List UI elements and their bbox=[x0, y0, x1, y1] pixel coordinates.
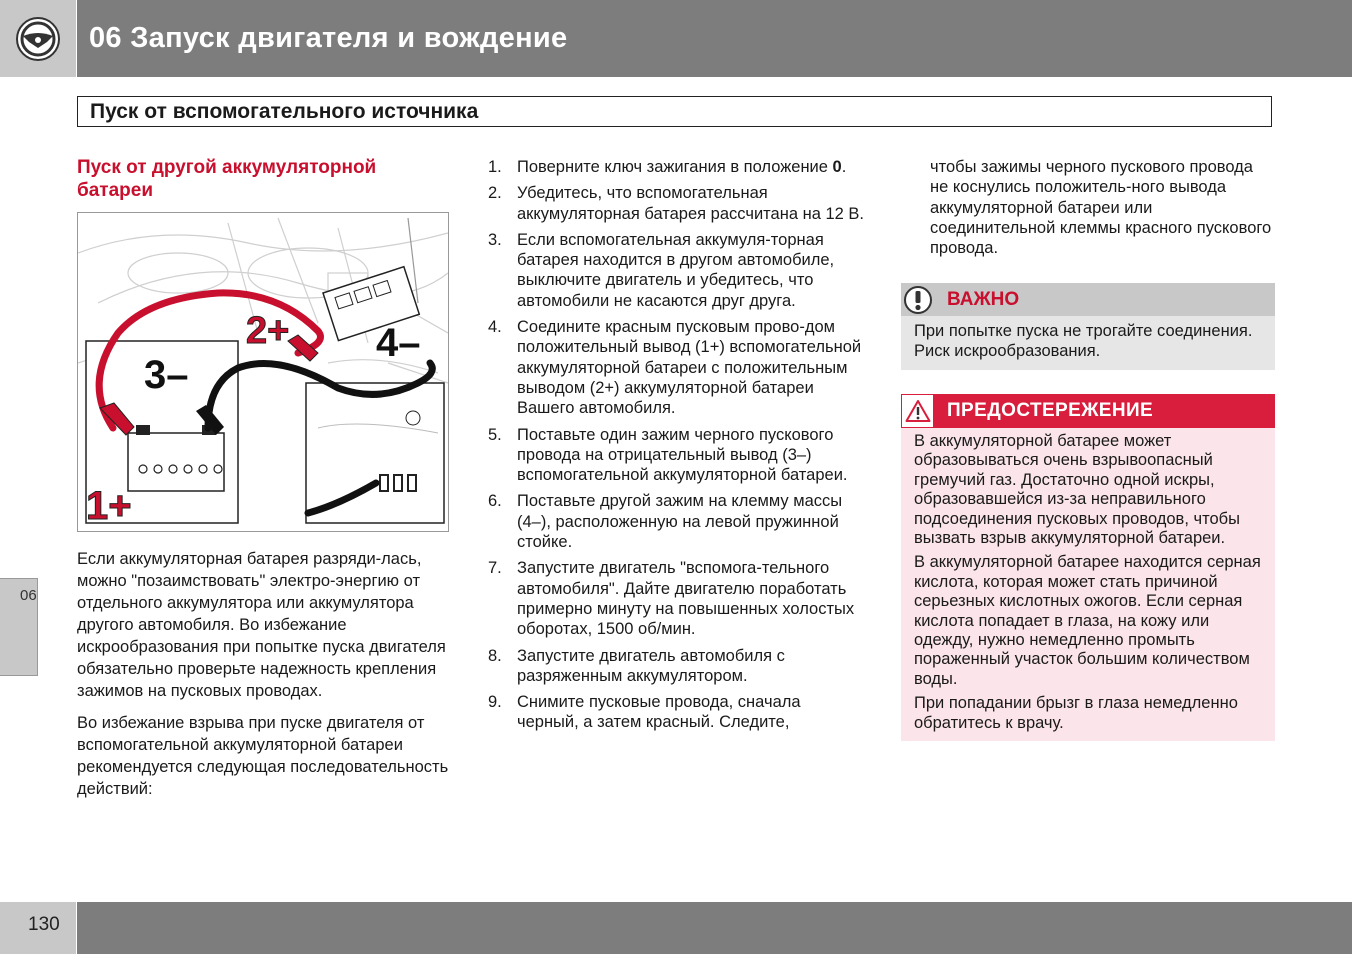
label-4minus: 4– bbox=[376, 321, 421, 365]
footer-page-box bbox=[0, 902, 76, 954]
important-title: ВАЖНО bbox=[947, 289, 1020, 310]
label-1plus: 1+ bbox=[86, 484, 132, 528]
warning-paragraph: В аккумуляторной батарее может образовываться очень взрывоопасный гремучий газ. Достаточно одной искры, образовавшейся из-за неправильного подсоединения пусковых проводов, чтобы вызвать взрыв аккумуляторной батареи. bbox=[914, 432, 1240, 548]
steps-list bbox=[488, 157, 866, 733]
warning-paragraph: При попадании брызг в глаза немедленно обратитесь к врачу. bbox=[914, 694, 1238, 732]
step-number: 9. bbox=[488, 693, 502, 712]
chapter-title: 06 Запуск двигателя и вождение bbox=[89, 22, 568, 54]
steering-wheel-icon bbox=[14, 15, 62, 63]
step-text: Поставьте другой зажим на клемму массы (4–), расположенную на левой пружинной стойке. bbox=[517, 492, 843, 552]
warning-notice bbox=[901, 394, 1275, 741]
left-column bbox=[77, 156, 449, 800]
step-number: 3. bbox=[488, 230, 502, 249]
warning-header bbox=[901, 394, 1275, 428]
step-text: Поверните ключ зажигания в положение 0. bbox=[517, 158, 847, 176]
step-number: 6. bbox=[488, 492, 502, 511]
step-number: 7. bbox=[488, 559, 502, 578]
step-number: 2. bbox=[488, 184, 502, 203]
step-text: Убедитесь, что вспомогательная аккумуляторная батарея рассчитана на 12 В. bbox=[517, 184, 864, 223]
sequence-paragraph: Во избежание взрыва при пуске двигателя от вспомогательной аккумуляторной батареи рекомендуется следующая последовательность действий: bbox=[77, 714, 449, 798]
list-item bbox=[488, 317, 866, 418]
key-position-bold: 0 bbox=[832, 158, 842, 176]
subsection-heading: Пуск от другой аккумуляторной батареи bbox=[77, 157, 377, 201]
exclamation-icon bbox=[903, 285, 933, 315]
section-title-box bbox=[77, 96, 1272, 127]
step-text: Если вспомогательная аккумуля-торная батарея находится в другом автомобиле, выключите двигатель и убедитесь, что автомобили не касаются друг друга. bbox=[517, 230, 835, 310]
list-item bbox=[488, 425, 866, 486]
step-text: Снимите пусковые провода, сначала черный, а затем красный. Следите, bbox=[517, 693, 801, 732]
step-continuation: чтобы зажимы черного пускового провода не коснулись положитель-ного вывода аккумуляторной батареи или соединительной клеммы красного пускового провода. bbox=[930, 158, 1272, 258]
step-text: Поставьте один зажим черного пускового провода на отрицательный вывод (3–) вспомогательной аккумуляторной батареи. bbox=[517, 425, 848, 485]
list-item bbox=[488, 491, 866, 552]
step-number: 1. bbox=[488, 158, 502, 176]
warning-body bbox=[901, 428, 1275, 741]
list-item bbox=[488, 646, 866, 687]
page-number: 130 bbox=[28, 914, 60, 935]
step-number: 8. bbox=[488, 646, 502, 665]
step-text: Запустите двигатель "вспомога-тельного автомобиля". Дайте двигателю поработать примерно минуту на повышенных холостых оборотах, 1500 об/мин. bbox=[517, 559, 855, 639]
footer-bar bbox=[77, 902, 1352, 954]
step-text: Запустите двигатель автомобиля с разряженным аккумулятором. bbox=[517, 646, 785, 685]
warning-triangle-icon bbox=[905, 399, 931, 423]
warning-title: ПРЕДОСТЕРЕЖЕНИЕ bbox=[947, 400, 1154, 421]
intro-paragraph: Если аккумуляторная батарея разряди-лась, можно "позаимствовать" электро-энергию от отдельного аккумулятора или аккумулятора другого автомобиля. Во избежание искрообразования при попытке пуска двигателя обязательно проверьте надежность крепления зажимов на пусковых проводах. bbox=[77, 550, 446, 700]
label-2plus: 2+ bbox=[246, 310, 290, 352]
step-number: 4. bbox=[488, 318, 502, 337]
warning-paragraph: В аккумуляторной батарее находится серная кислота, которая может стать причиной серьезных кислотных ожогов. Если серная кислота попадает в глаза, на кожу или одежду, нужно немедленно промыть пораженный участок большим количеством воды. bbox=[914, 553, 1261, 688]
list-item bbox=[488, 157, 866, 177]
list-item bbox=[488, 558, 866, 639]
list-item bbox=[488, 692, 866, 733]
important-text: При попытке пуска не трогайте соединения. Риск искрообразования. bbox=[901, 316, 1275, 370]
chapter-side-tab[interactable] bbox=[0, 578, 38, 676]
chapter-side-tab-label: 06 bbox=[20, 587, 37, 604]
middle-column bbox=[488, 157, 866, 739]
important-header bbox=[901, 283, 1275, 316]
header-bar bbox=[77, 0, 1352, 77]
jump-start-illustration bbox=[77, 212, 449, 532]
list-item bbox=[488, 183, 866, 224]
warning-icon-box bbox=[902, 395, 933, 427]
important-notice bbox=[901, 283, 1275, 370]
label-3minus: 3– bbox=[144, 353, 189, 397]
step-text: Соедините красным пусковым прово-дом положительный вывод (1+) вспомогательной аккумуляторной батареи с положительным выводом (2+) аккумуляторной батареи Вашего автомобиля. bbox=[517, 318, 862, 418]
right-column bbox=[901, 157, 1275, 258]
list-item bbox=[488, 230, 866, 311]
header-icon-box bbox=[0, 0, 76, 77]
jump-start-diagram bbox=[78, 213, 448, 531]
step-number: 5. bbox=[488, 425, 502, 444]
section-title: Пуск от вспомогательного источника bbox=[90, 100, 479, 123]
